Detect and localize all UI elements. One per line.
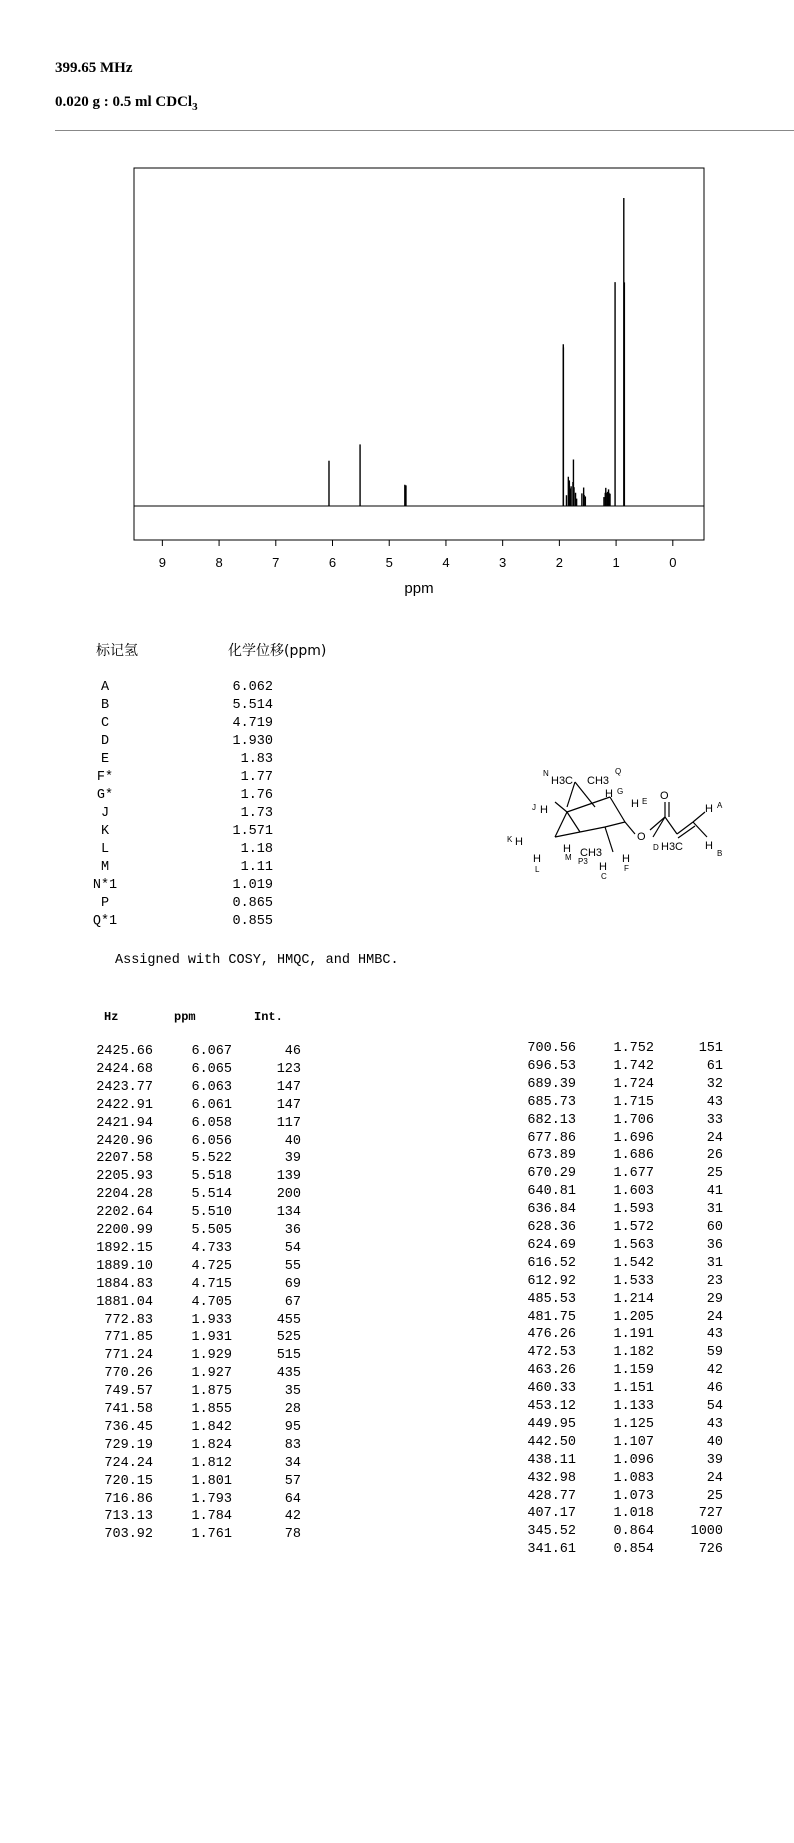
peak-int: 33 [706,1112,723,1128]
x-tick-label-0: 0 [669,555,677,570]
peak-int: 515 [276,1348,301,1364]
peak-hz: 616.52 [527,1255,576,1271]
label-Q: Q [615,767,622,776]
peak-ppm: 1.533 [613,1273,654,1289]
peak-hz: 2424.68 [96,1061,153,1077]
peak-hz: 703.92 [104,1527,153,1543]
peak-hz: 476.26 [527,1327,576,1343]
label-H-F: H [622,853,630,865]
peak-hz: 485.53 [527,1291,576,1307]
peak-ppm: 1.931 [191,1330,232,1346]
assign-shift: 0.855 [232,914,273,929]
assign-shift-header: 化学位移(ppm) [228,643,327,659]
peak-int: 42 [706,1363,723,1379]
peak-int: 525 [276,1330,301,1346]
x-tick-label-7: 7 [272,555,280,570]
spectrometer-frequency: 399.65 MHz [55,60,133,76]
peak-int: 147 [276,1097,301,1113]
peak-int: 43 [706,1416,723,1432]
label-H3C: H3C [551,775,574,787]
peak-ppm: 5.518 [191,1169,232,1185]
peak-int: 24 [706,1309,723,1325]
peak-hz: 2423.77 [96,1079,153,1095]
peak-hz: 1884.83 [96,1276,153,1292]
peak-hz: 716.86 [104,1491,153,1507]
peak-int: 727 [698,1506,723,1522]
peak-hz: 341.61 [527,1542,576,1558]
assign-shift: 1.76 [240,788,273,803]
peak-hz: 670.29 [527,1166,576,1182]
peak-ppm: 0.864 [613,1524,654,1540]
peak-hz: 720.15 [104,1473,153,1489]
peak-ppm: 1.214 [613,1291,654,1307]
peak-hz: 460.33 [527,1381,576,1397]
assign-shift: 5.514 [232,698,273,713]
peak-hz: 689.39 [527,1076,576,1092]
peak-hz: 1892.15 [96,1240,153,1256]
peak-ppm: 1.686 [613,1148,654,1164]
peak-hz: 612.92 [527,1273,576,1289]
peak-ppm: 5.510 [191,1205,232,1221]
peak-hz: 700.56 [527,1041,576,1056]
label-D: D [653,843,659,852]
assign-shift: 1.930 [232,734,273,749]
assign-shift: 1.83 [240,752,273,767]
peak-int: 54 [284,1240,301,1256]
peak-int: 26 [706,1148,723,1164]
label-H-J: H [540,804,548,816]
x-tick-label-3: 3 [499,555,507,570]
peak-ppm: 1.812 [191,1455,232,1471]
peak-ppm: 1.151 [613,1381,654,1397]
assign-label-header: 标记氢 [96,643,138,659]
assign-label: E [100,752,110,767]
peak-ppm: 1.191 [613,1327,654,1343]
peak-int: 435 [276,1366,301,1382]
peak-hz: 636.84 [527,1202,576,1218]
peak-hz: 713.13 [104,1509,153,1525]
peak-ppm: 1.133 [613,1399,654,1414]
peak-ppm: 1.933 [191,1312,232,1328]
label-G: G [617,787,624,796]
peak-ppm: 4.705 [191,1294,232,1310]
peak-hz: 673.89 [527,1148,576,1164]
assign-label: Q*1 [92,914,118,929]
assign-shift: 1.11 [240,860,273,875]
label-E: E [642,797,648,806]
assign-label: A [100,680,110,695]
peak-ppm: 1.096 [613,1452,654,1468]
peak-int: 55 [284,1258,301,1274]
label-CH3-P: CH3 [580,847,603,859]
peak-ppm: 1.593 [613,1202,654,1218]
peak-int: 39 [284,1151,301,1167]
sample-text: 0.020 g : 0.5 ml CDCl [55,94,193,110]
peak-int: 31 [706,1202,723,1218]
peak-hz: 2420.96 [96,1133,153,1149]
peak-ppm: 1.182 [613,1345,654,1361]
peak-ppm: 1.793 [191,1491,232,1507]
peak-hz: 640.81 [527,1184,576,1200]
peak-ppm: 1.742 [613,1058,654,1074]
peak-ppm: 6.067 [191,1044,232,1059]
peak-ppm: 1.073 [613,1488,654,1504]
assign-label: D [100,734,110,749]
peak-ppm: 1.083 [613,1470,654,1486]
assign-shift: 4.719 [232,716,273,731]
peak-int: 46 [284,1044,301,1059]
label-C: C [601,872,607,881]
col-header-int: Int. [254,1010,283,1024]
peak-int: 726 [698,1542,723,1558]
peak-hz: 449.95 [527,1416,576,1432]
label-CH3: CH3 [587,775,610,787]
peak-int: 139 [276,1169,301,1185]
peak-ppm: 1.801 [191,1473,232,1489]
peak-hz: 624.69 [527,1237,576,1253]
peak-int: 23 [706,1273,723,1289]
peak-ppm: 1.696 [613,1130,654,1146]
peak-int: 54 [706,1399,723,1414]
assign-shift: 6.062 [232,680,273,695]
peak-int: 43 [706,1327,723,1343]
peak-ppm: 6.063 [191,1079,232,1095]
assign-shift: 1.18 [240,842,273,857]
peak-int: 455 [276,1312,301,1328]
peak-hz: 2205.93 [96,1169,153,1185]
peak-ppm: 6.065 [191,1061,232,1077]
peak-int: 36 [284,1223,301,1238]
peak-ppm: 5.505 [191,1223,232,1238]
peak-ppm: 1.603 [613,1184,654,1200]
assign-label: B [100,698,110,713]
peak-ppm: 1.824 [191,1437,232,1453]
x-tick-label-2: 2 [555,555,563,570]
peak-int: 151 [698,1041,723,1056]
peak-int: 57 [284,1473,301,1489]
label-L: L [535,865,540,874]
peak-hz: 628.36 [527,1220,576,1235]
peak-int: 40 [284,1133,301,1149]
peak-hz: 685.73 [527,1094,576,1110]
peak-ppm: 1.706 [613,1112,654,1128]
peak-ppm: 1.842 [191,1419,232,1435]
peak-hz: 772.83 [104,1312,153,1328]
peak-hz: 472.53 [527,1345,576,1361]
structure-bonds [555,782,707,852]
nmr-spectrum-chart [0,0,794,610]
peak-hz: 724.24 [104,1455,153,1471]
peak-int: 25 [706,1166,723,1182]
peak-hz: 2421.94 [96,1115,153,1131]
assign-label: J [100,806,110,821]
peak-hz: 1889.10 [96,1258,153,1274]
peak-int: 147 [276,1079,301,1095]
peak-group [329,198,624,506]
peak-ppm: 1.677 [613,1166,654,1182]
peak-int: 59 [706,1345,723,1361]
peak-int: 35 [284,1384,301,1400]
peak-ppm: 1.784 [191,1509,232,1525]
label-H-M: H [563,843,571,855]
peak-int: 25 [706,1488,723,1504]
peak-hz: 428.77 [527,1488,576,1504]
plot-frame [134,168,704,540]
peak-hz: 729.19 [104,1437,153,1453]
peak-int: 29 [706,1291,723,1307]
label-P3: P3 [578,857,588,866]
assign-label: L [100,842,110,857]
peak-hz: 463.26 [527,1363,576,1379]
assign-label: P [100,896,110,911]
peak-int: 34 [284,1455,301,1471]
peak-hz: 432.98 [527,1470,576,1486]
x-axis-label: ppm [404,580,434,597]
peak-hz: 736.45 [104,1419,153,1435]
label-H-K: H [515,836,523,848]
label-H3C-D: H3C [661,841,684,853]
label-K: K [507,835,513,844]
peak-int: 42 [284,1509,301,1525]
peak-ppm: 1.929 [191,1348,232,1364]
peak-hz: 453.12 [527,1399,576,1414]
peak-hz: 2425.66 [96,1044,153,1059]
peak-ppm: 1.715 [613,1094,654,1110]
peak-int: 61 [706,1058,723,1074]
peak-ppm: 4.733 [191,1240,232,1256]
peak-int: 1000 [690,1524,723,1540]
peak-hz: 771.24 [104,1348,153,1364]
peak-hz: 1881.04 [96,1294,153,1310]
label-H-B: H [705,840,713,852]
peak-int: 69 [284,1276,301,1292]
peak-hz: 481.75 [527,1309,576,1325]
peak-ppm: 1.205 [613,1309,654,1325]
x-tick-label-4: 4 [442,555,450,570]
peak-ppm: 1.927 [191,1366,232,1382]
peak-int: 134 [276,1205,301,1221]
assign-label: F* [96,770,114,785]
peak-ppm: 1.875 [191,1384,232,1400]
label-H-C: H [599,861,607,873]
peak-int: 32 [706,1076,723,1092]
peak-ppm: 1.761 [191,1527,232,1543]
peak-hz: 770.26 [104,1366,153,1382]
peak-ppm: 5.522 [191,1151,232,1167]
x-tick-label-8: 8 [215,555,223,570]
peak-int: 40 [706,1434,723,1450]
peak-hz: 2202.64 [96,1205,153,1221]
peak-hz: 696.53 [527,1058,576,1074]
sample-subscript: 3 [192,101,198,113]
x-tick-label-6: 6 [328,555,337,570]
label-O-ester: O [637,831,646,843]
col-header-ppm: ppm [174,1010,196,1024]
peak-int: 31 [706,1255,723,1271]
peak-ppm: 1.855 [191,1402,232,1417]
peak-int: 24 [706,1470,723,1486]
peak-hz: 442.50 [527,1434,576,1450]
peak-int: 36 [706,1237,723,1253]
label-N: N [543,769,549,778]
peak-ppm: 1.125 [613,1416,654,1432]
peak-ppm: 1.107 [613,1434,654,1450]
label-F: F [624,864,629,873]
peak-int: 95 [284,1419,301,1435]
peak-int: 117 [276,1115,301,1131]
peak-ppm: 6.061 [191,1097,232,1113]
peak-ppm: 0.854 [613,1542,654,1558]
x-tick-label-9: 9 [158,555,166,570]
label-H-A: H [705,803,713,815]
peak-int: 41 [706,1184,723,1200]
peak-int: 64 [284,1491,301,1507]
peak-hz: 438.11 [527,1452,576,1468]
peak-int: 78 [284,1527,301,1543]
peak-int: 28 [284,1402,301,1417]
peak-hz: 2207.58 [96,1151,153,1167]
peak-hz: 741.58 [104,1402,153,1417]
assign-label: C [100,716,110,731]
peak-hz: 407.17 [527,1506,576,1522]
assign-label: M [100,860,110,875]
peak-ppm: 6.058 [191,1115,232,1131]
label-H-E: H [631,798,639,810]
peak-hz: 2422.91 [96,1097,153,1113]
label-H-G: H [605,788,613,800]
assignment-note: Assigned with COSY, HMQC, and HMBC. [115,953,399,968]
assign-shift: 1.019 [232,878,273,893]
peak-hz: 677.86 [527,1130,576,1146]
peak-int: 67 [284,1294,301,1310]
label-H-L: H [533,853,541,865]
peak-hz: 749.57 [104,1384,153,1400]
label-B: B [717,849,723,858]
assign-label: G* [96,788,114,803]
peak-int: 43 [706,1094,723,1110]
peak-int: 123 [276,1061,301,1077]
peak-hz: 2200.99 [96,1223,153,1238]
peak-ppm: 4.725 [191,1258,232,1274]
peak-ppm: 1.572 [613,1220,654,1235]
tick-group [159,540,677,570]
assign-label: K [100,824,110,839]
peak-ppm: 1.563 [613,1237,654,1253]
col-header-hz: Hz [104,1010,119,1024]
x-tick-label-5: 5 [385,555,393,570]
peak-ppm: 1.752 [613,1041,654,1056]
assign-shift: 1.77 [240,770,273,785]
peak-int: 24 [706,1130,723,1146]
molecule-structure [495,752,735,902]
peak-int: 83 [284,1437,301,1453]
assign-shift: 0.865 [232,896,273,911]
assign-label: N*1 [92,878,118,893]
label-M: M [565,853,572,862]
assign-shift: 1.571 [232,824,273,839]
peak-ppm: 1.542 [613,1255,654,1271]
peak-ppm: 5.514 [191,1187,232,1203]
peak-ppm: 1.724 [613,1076,654,1092]
peak-int: 200 [276,1187,301,1203]
label-A: A [717,801,723,810]
peak-hz: 2204.28 [96,1187,153,1203]
peak-int: 46 [706,1381,723,1397]
label-J: J [532,803,536,812]
peak-ppm: 4.715 [191,1276,232,1292]
peak-ppm: 6.056 [191,1133,232,1149]
x-tick-label-1: 1 [612,555,620,570]
peak-ppm: 1.159 [613,1363,654,1379]
peak-hz: 771.85 [104,1330,153,1346]
peak-ppm: 1.018 [613,1506,654,1522]
assign-shift: 1.73 [240,806,273,821]
peak-hz: 345.52 [527,1524,576,1540]
label-O-carbonyl: O [660,790,669,802]
peak-int: 60 [706,1220,723,1235]
peak-int: 39 [706,1452,723,1468]
peak-hz: 682.13 [527,1112,576,1128]
